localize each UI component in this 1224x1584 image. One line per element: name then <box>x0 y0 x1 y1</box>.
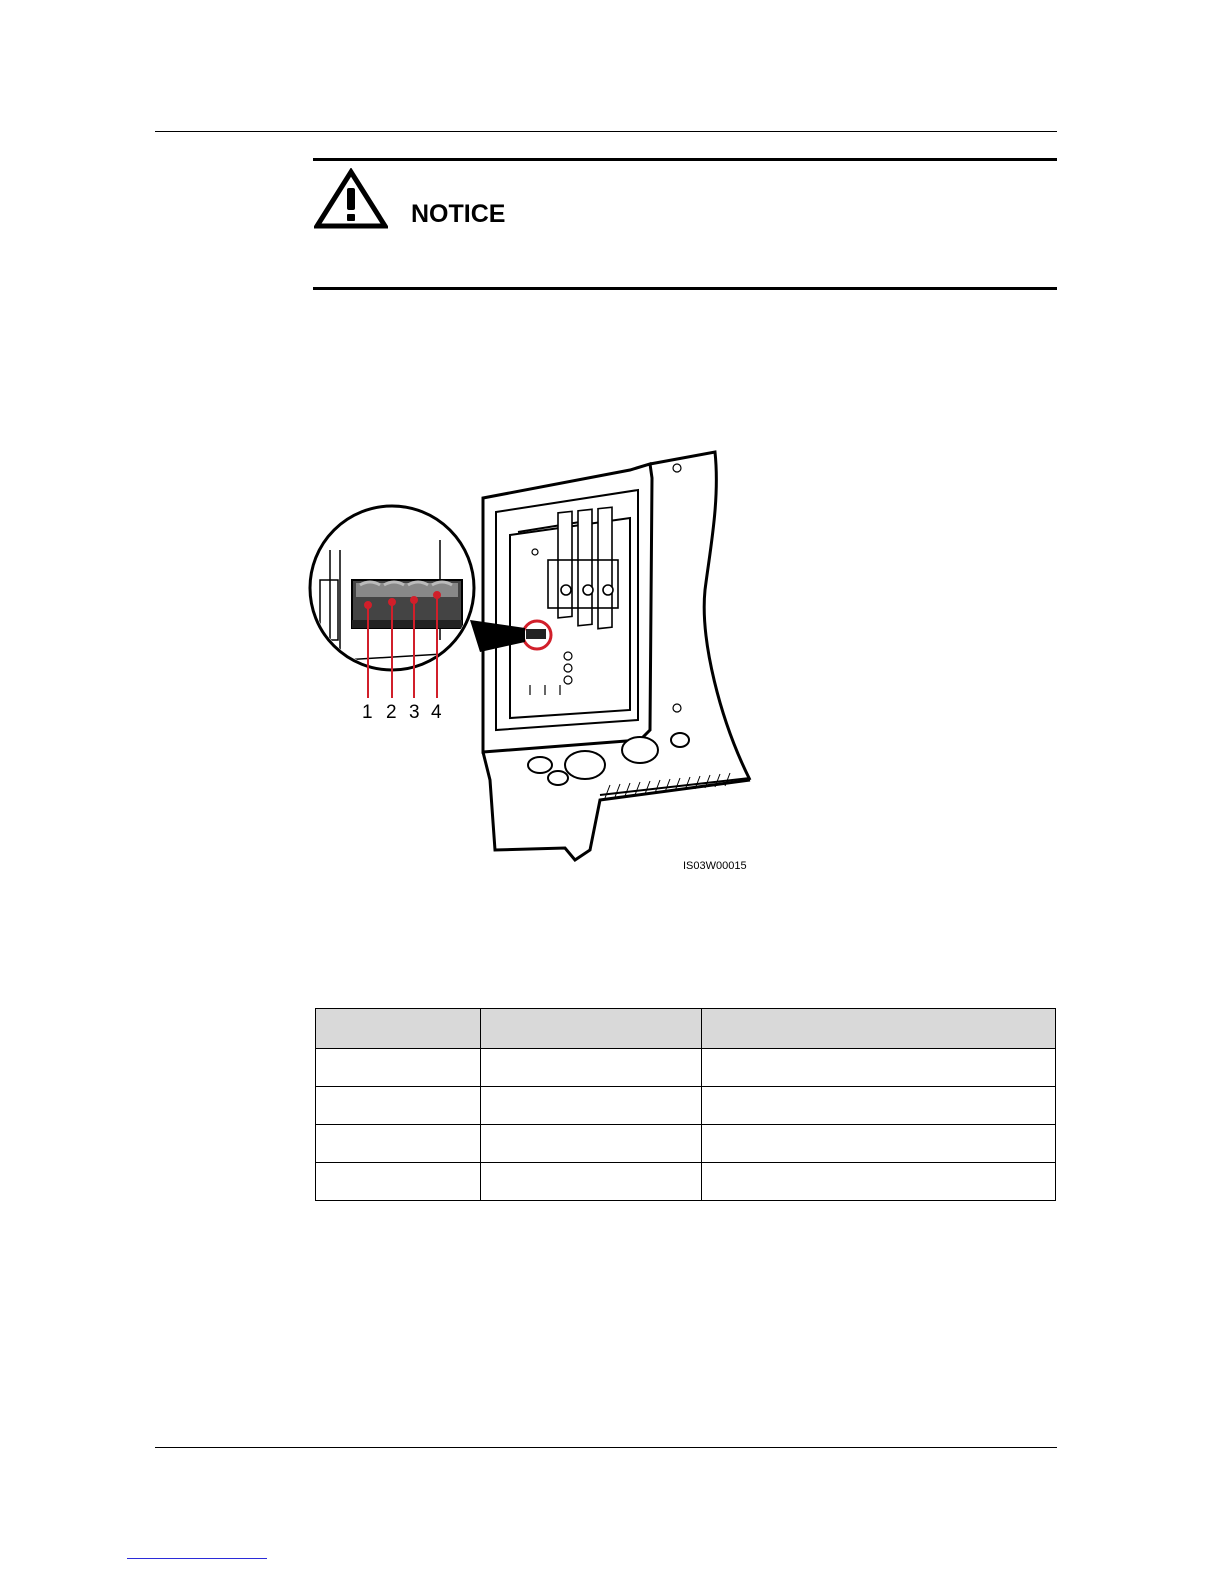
table-cell <box>481 1049 702 1087</box>
table-row <box>316 1049 1056 1087</box>
table-cell <box>316 1087 481 1125</box>
notice-bottom-rule <box>313 287 1057 290</box>
table-header-row <box>316 1009 1056 1049</box>
table-cell <box>481 1087 702 1125</box>
footer-rule <box>155 1447 1057 1448</box>
notice-top-rule <box>313 158 1057 161</box>
table-cell <box>702 1087 1056 1125</box>
terminal-table <box>315 1008 1056 1201</box>
callout-4: 4 <box>431 702 442 723</box>
table-cell <box>316 1049 481 1087</box>
table-header-cell <box>481 1009 702 1049</box>
callout-2: 2 <box>386 702 397 723</box>
warning-triangle-icon <box>314 168 388 230</box>
zoom-pointer <box>470 620 525 652</box>
table-header-cell <box>702 1009 1056 1049</box>
table-row <box>316 1163 1056 1201</box>
figure-id: IS03W00015 <box>683 860 747 872</box>
notice-label: NOTICE <box>411 200 506 228</box>
footer-link-underline[interactable] <box>127 1558 267 1559</box>
header-rule <box>155 131 1057 132</box>
table-cell <box>702 1125 1056 1163</box>
table-row <box>316 1125 1056 1163</box>
callout-3: 3 <box>409 702 420 723</box>
table-cell <box>702 1049 1056 1087</box>
table-row <box>316 1087 1056 1125</box>
table-cell <box>481 1163 702 1201</box>
inverter-housing <box>483 452 750 860</box>
table-cell <box>702 1163 1056 1201</box>
table-header-cell <box>316 1009 481 1049</box>
busbar-terminals <box>548 507 618 628</box>
table-cell <box>316 1163 481 1201</box>
table-cell <box>481 1125 702 1163</box>
table-cell <box>316 1125 481 1163</box>
inverter-terminal-figure <box>300 440 780 870</box>
callout-1: 1 <box>362 702 373 723</box>
